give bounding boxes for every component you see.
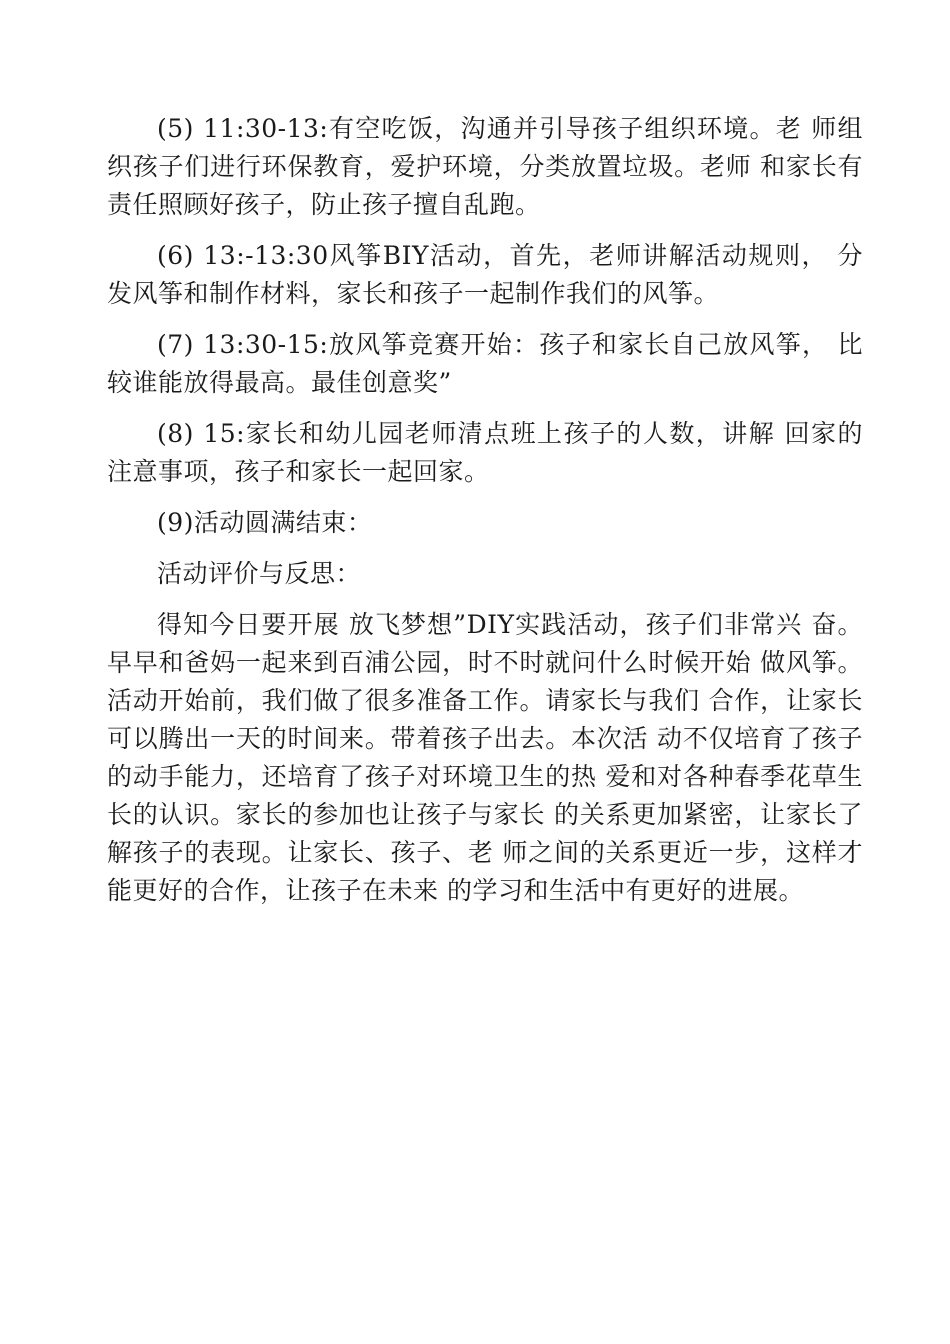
paragraph-item-7: (7) 13:30-15:放风筝竞赛开始：孩子和家长自己放风筝， 比较谁能放得最高。最佳创意奖” bbox=[107, 330, 863, 397]
section-heading-evaluation: 活动评价与反思： bbox=[157, 559, 362, 588]
paragraph-item-5: (5) 11:30-13:有空吃饭，沟通并引导孩子组织环境。老 师组织孩子们进行环保教育，爱护环境，分类放置垃圾。老师 和家长有责任照顾好孩子，防止孩子擅自乱跑。 bbox=[107, 114, 863, 219]
paragraph-item-9: (9)活动圆满结束： bbox=[157, 508, 373, 537]
paragraph-reflection: 得知今日要开展 放飞梦想”DIY实践活动，孩子们非常兴 奋。早早和爸妈一起来到百浦公园，时不时就问什么时候开始 做风筝。活动开始前，我们做了很多准备工作。请家长与我们 合作，让家长可以腾出一天的时间来。带着孩子出去。本次活 动不仅培育了孩子的动手能力，还培育了孩子对环境卫生的热 爱和对各种春季花草生长的认识。家长的参加也让孩子与家长 的关系更加紧密，让家长了解孩子的表现。让家长、孩子、老 师之间的关系更近一步，这样才能更好的合作，让孩子在未来 的学习和生活中有更好的进展。 bbox=[107, 610, 863, 905]
document-body bbox=[107, 110, 863, 923]
paragraph-item-8: (8) 15:家长和幼儿园老师清点班上孩子的人数，讲解 回家的注意事项，孩子和家长一起回家。 bbox=[107, 419, 863, 486]
paragraph-item-6: (6) 13:-13:30风筝BIY活动，首先，老师讲解活动规则， 分发风筝和制作材料，家长和孩子一起制作我们的风筝。 bbox=[107, 241, 863, 308]
